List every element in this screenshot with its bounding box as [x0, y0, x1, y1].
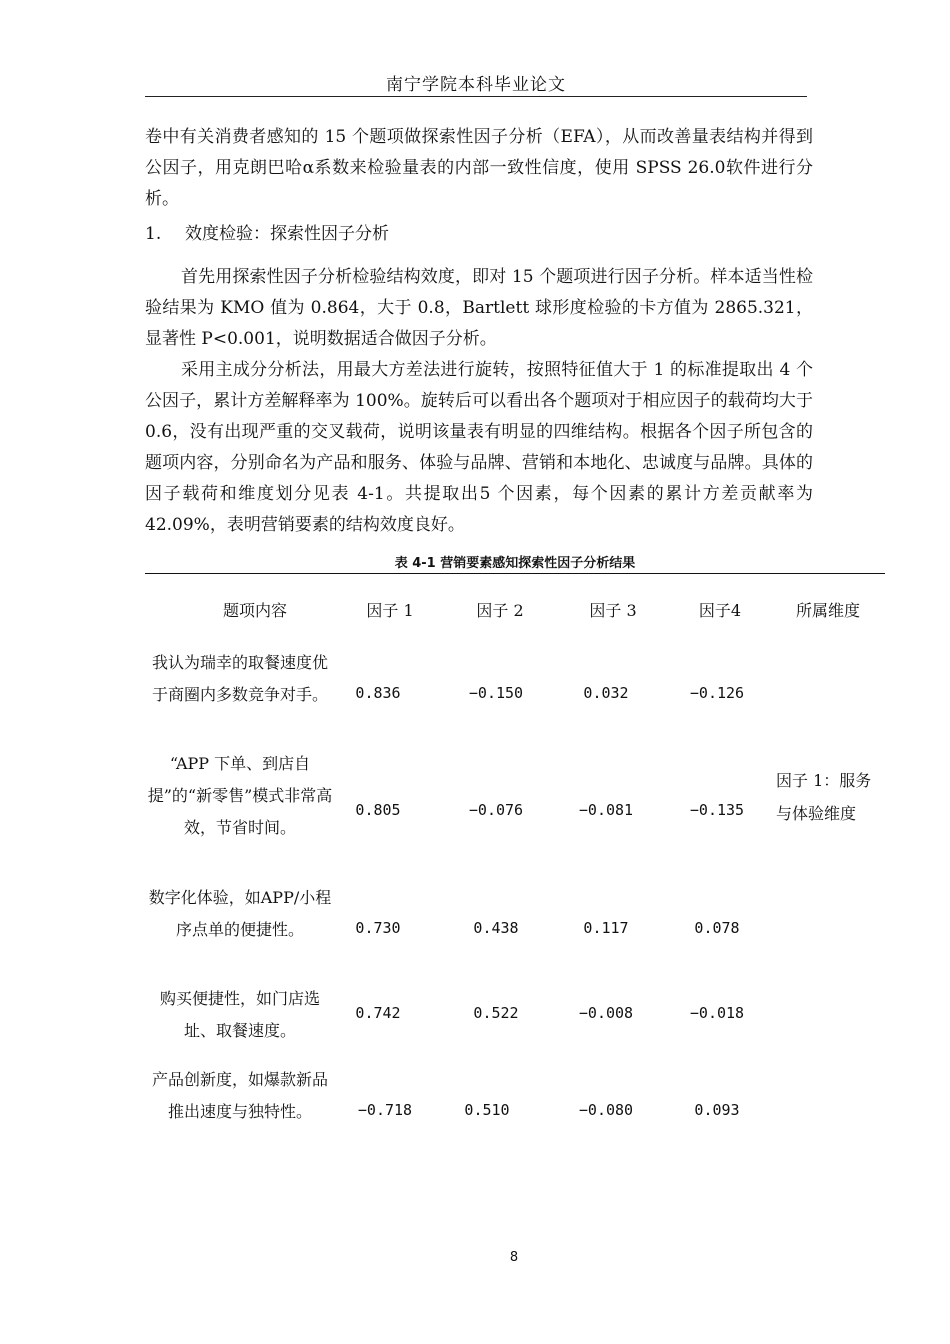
- col-header-factor3: 因子 3: [589, 601, 637, 620]
- table-cell: 0.522: [473, 1004, 519, 1022]
- table-cell: 0.730: [355, 919, 401, 937]
- table-cell: 0.032: [583, 684, 629, 702]
- table-cell: 0.805: [355, 801, 401, 819]
- table-cell: −0.008: [578, 1004, 634, 1022]
- header-rule: [145, 96, 807, 97]
- table-cell: 0.093: [694, 1101, 740, 1119]
- table-cell: 0.742: [355, 1004, 401, 1022]
- col-header-factor2: 因子 2: [476, 601, 524, 620]
- table-row-item: 我认为瑞幸的取餐速度优于商圈内多数竞争对手。: [151, 653, 328, 704]
- col-header-factor1: 因子 1: [366, 601, 414, 620]
- table-row-item: 购买便捷性，如门店选址、取餐速度。: [159, 989, 320, 1040]
- table-cell: 0.078: [694, 919, 740, 937]
- page-number: 8: [509, 1250, 519, 1265]
- col-header-item: 题项内容: [222, 601, 287, 620]
- table-row-item: 数字化体验，如APP/小程序点单的便捷性。: [148, 888, 332, 939]
- section-title: 效度检验：探索性因子分析: [185, 224, 389, 244]
- table-cell: −0.135: [689, 801, 745, 819]
- running-header: 南宁学院本科毕业论文: [386, 75, 566, 95]
- intro-paragraph: 卷中有关消费者感知的 15 个题项做探索性因子分析（EFA），从而改善量表结构并得到公因子，用克朗巴哈α系数来检验量表的内部一致性信度，使用 SPSS 26.0软件进行分析。: [145, 127, 813, 209]
- table-cell: 0.117: [583, 919, 629, 937]
- kmo-paragraph: 首先用探索性因子分析检验结构效度，即对 15 个题项进行因子分析。样本适当性检验结果为 KMO 值为 0.864，大于 0.8，Bartlett 球形度检验的卡方值为 2865.321，显著性 P<0.001，说明数据适合做因子分析。: [145, 267, 813, 349]
- table-cell: −0.126: [689, 684, 745, 702]
- table-caption: 表 4-1 营销要素感知探索性因子分析结果: [394, 556, 636, 571]
- table-cell: −0.081: [578, 801, 634, 819]
- rotation-paragraph: 采用主成分分析法，用最大方差法进行旋转，按照特征值大于 1 的标准提取出 4 个公因子，累计方差解释率为 100%。旋转后可以看出各个题项对于相应因子的载荷均大于 0.6，没有出现严重的交叉载荷，说明该量表有明显的四维结构。根据各个因子所包含的题项内容，分别命名为产品和服务、体验与品牌、营销和本地化、忠诚度与品牌。具体的因子载荷和维度划分见表 4-1。共提取出5 个因素，每个因素的累计方差贡献率为 42.09%，表明营销要素的结构效度良好。: [145, 360, 813, 535]
- table-top-rule: [145, 573, 885, 574]
- dimension-label: 因子 1：服务与体验维度: [776, 771, 872, 823]
- table-cell: 0.836: [355, 684, 401, 702]
- col-header-factor4: 因子4: [698, 601, 742, 620]
- section-heading: [145, 219, 389, 250]
- table-cell: −0.076: [468, 801, 524, 819]
- table-cell: −0.150: [468, 684, 524, 702]
- table-cell: 0.438: [473, 919, 519, 937]
- table-cell: −0.718: [357, 1101, 413, 1119]
- section-number: 1.: [145, 224, 162, 244]
- col-header-dimension: 所属维度: [795, 601, 860, 620]
- table-cell: −0.018: [689, 1004, 745, 1022]
- table-cell: 0.510: [464, 1101, 510, 1119]
- table-row-item: 产品创新度，如爆款新品推出速度与独特性。: [151, 1070, 328, 1121]
- table-row-item: “APP 下单、到店自提”的“新零售”模式非常高效，节省时间。: [147, 754, 333, 837]
- table-cell: −0.080: [578, 1101, 634, 1119]
